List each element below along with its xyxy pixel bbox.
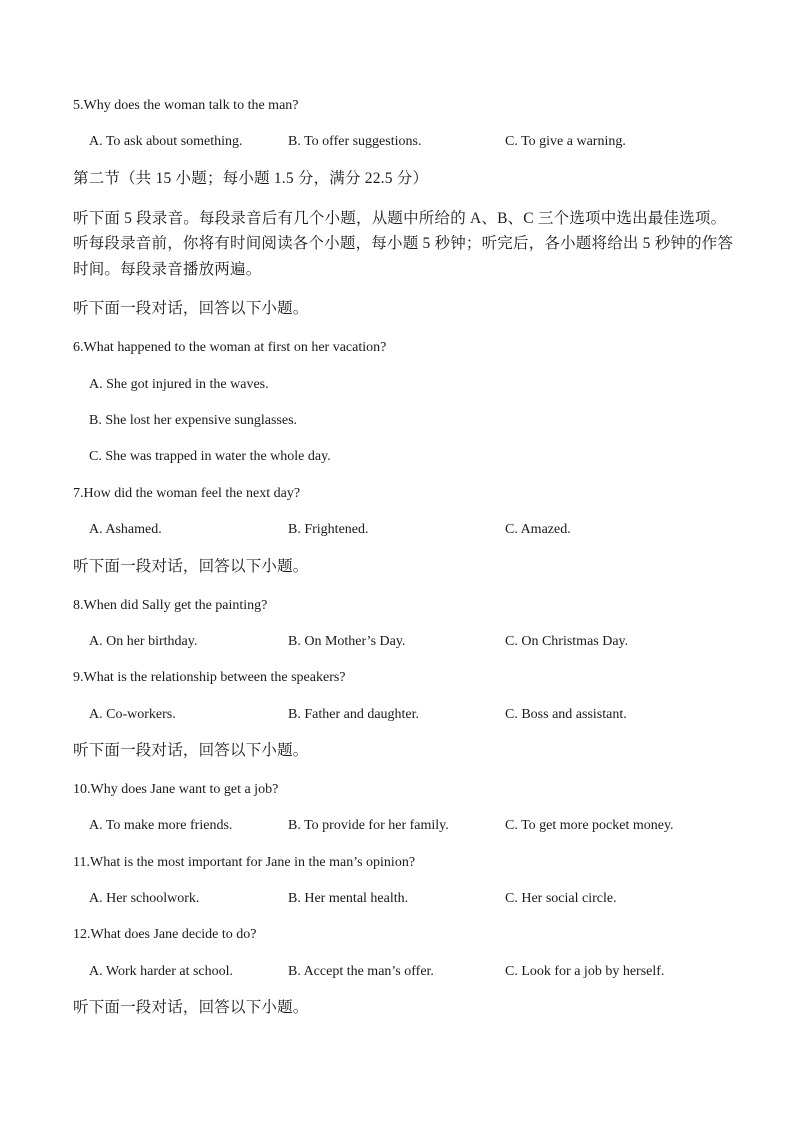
question-10: 10.Why does Jane want to get a job? [73, 782, 279, 797]
instructions-line-1: 听下面 5 段录音。每段录音后有几个小题，从题中所给的 A、B、C 三个选项中选出最佳选项。 [73, 210, 727, 227]
q8-option-c: C. On Christmas Day. [505, 634, 629, 649]
q6-option-c: C. She was trapped in water the whole day. [89, 449, 331, 464]
q7-option-a: A. Ashamed. [89, 522, 162, 537]
question-12: 12.What does Jane decide to do? [73, 927, 257, 942]
q9-option-c: C. Boss and assistant. [505, 707, 627, 722]
q5-option-a: A. To ask about something. [89, 134, 243, 149]
q11-option-c: C. Her social circle. [505, 891, 617, 906]
q7-option-c: C. Amazed. [505, 522, 571, 537]
q10-option-a: A. To make more friends. [89, 818, 233, 833]
q12-option-b: B. Accept the man’s offer. [288, 964, 434, 979]
q9-option-b: B. Father and daughter. [288, 707, 420, 722]
q11-option-b: B. Her mental health. [288, 891, 409, 906]
dialogue-prompt: 听下面一段对话，回答以下小题。 [73, 558, 309, 575]
instructions-line-3: 时间。每段录音播放两遍。 [73, 261, 262, 278]
question-9: 9.What is the relationship between the speakers? [73, 670, 346, 685]
section-heading: 第二节（共 15 小题；每小题 1.5 分，满分 22.5 分） [73, 170, 429, 187]
dialogue-prompt: 听下面一段对话，回答以下小题。 [73, 300, 309, 317]
q7-option-b: B. Frightened. [288, 522, 369, 537]
q5-option-b: B. To offer suggestions. [288, 134, 422, 149]
q8-option-a: A. On her birthday. [89, 634, 198, 649]
q5-option-c: C. To give a warning. [505, 134, 626, 149]
q6-option-a: A. She got injured in the waves. [89, 377, 269, 392]
question-7: 7.How did the woman feel the next day? [73, 486, 301, 501]
question-8: 8.When did Sally get the painting? [73, 598, 268, 613]
q9-option-a: A. Co-workers. [89, 707, 176, 722]
instructions-line-2: 听每段录音前，你将有时间阅读各个小题，每小题 5 秒钟；听完后，各小题将给出 5 秒钟的作答 [73, 235, 734, 252]
question-11: 11.What is the most important for Jane in the man’s opinion? [73, 855, 416, 870]
q6-option-b: B. She lost her expensive sunglasses. [89, 413, 298, 428]
dialogue-prompt: 听下面一段对话，回答以下小题。 [73, 999, 309, 1016]
q11-option-a: A. Her schoolwork. [89, 891, 200, 906]
question-6: 6.What happened to the woman at first on her vacation? [73, 340, 387, 355]
q8-option-b: B. On Mother’s Day. [288, 634, 406, 649]
q10-option-c: C. To get more pocket money. [505, 818, 674, 833]
q10-option-b: B. To provide for her family. [288, 818, 449, 833]
q12-option-c: C. Look for a job by herself. [505, 964, 665, 979]
q12-option-a: A. Work harder at school. [89, 964, 234, 979]
dialogue-prompt: 听下面一段对话，回答以下小题。 [73, 742, 309, 759]
question-5: 5.Why does the woman talk to the man? [73, 98, 299, 113]
